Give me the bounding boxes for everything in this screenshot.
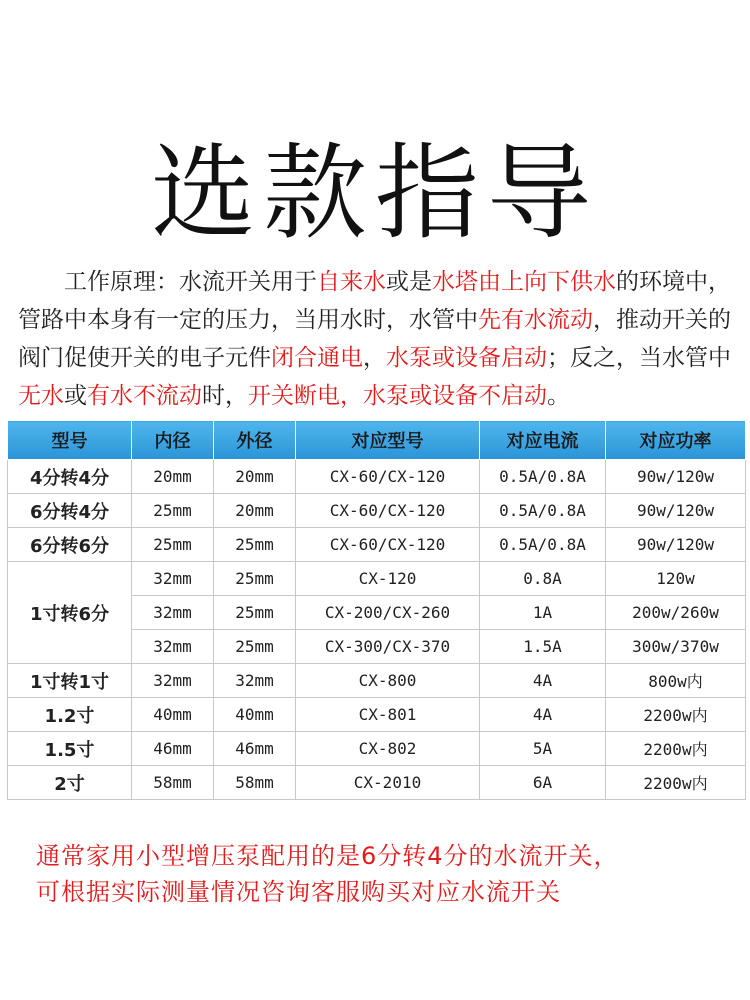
table-cell: 32mm bbox=[132, 664, 214, 698]
highlight-text: 无水 bbox=[18, 383, 64, 409]
table-cell: 2200w内 bbox=[606, 698, 746, 732]
table-row bbox=[8, 562, 746, 596]
column-header: 对应电流 bbox=[480, 421, 606, 460]
table-cell: 20mm bbox=[214, 460, 296, 494]
table-cell: 32mm bbox=[214, 664, 296, 698]
table-cell: 25mm bbox=[132, 528, 214, 562]
table-row bbox=[8, 460, 746, 494]
table-cell: 120w bbox=[606, 562, 746, 596]
table-cell: 0.5A/0.8A bbox=[480, 460, 606, 494]
table-row bbox=[8, 698, 746, 732]
page-title: 选款指导 bbox=[150, 131, 599, 254]
table-cell: 25mm bbox=[214, 562, 296, 596]
table-cell: 2200w内 bbox=[606, 732, 746, 766]
column-header: 对应功率 bbox=[606, 421, 746, 460]
usage-note-line-1: 通常家用小型增压泵配用的是6分转4分的水流开关， bbox=[36, 842, 619, 870]
table-cell: 90w/120w bbox=[606, 528, 746, 562]
table-body bbox=[8, 460, 746, 800]
working-principle-paragraph bbox=[18, 263, 736, 415]
table-cell: CX-801 bbox=[296, 698, 480, 732]
body-text: 。 bbox=[547, 383, 570, 409]
table-cell: 0.8A bbox=[480, 562, 606, 596]
body-text: 工作原理：水流开关用于 bbox=[64, 269, 317, 295]
table-row bbox=[8, 494, 746, 528]
body-text: 的环境中，管路中本身有一定的压力，当用水时，水管中 bbox=[18, 269, 731, 333]
highlight-text: 开关断电，水泵或设备不启动 bbox=[248, 383, 547, 409]
table-cell: 5A bbox=[480, 732, 606, 766]
table-cell: 4A bbox=[480, 664, 606, 698]
table-header-row bbox=[8, 421, 746, 460]
selection-table bbox=[7, 420, 746, 800]
table-cell: 46mm bbox=[214, 732, 296, 766]
highlight-text: 有水不流动 bbox=[87, 383, 202, 409]
model-cell: 2寸 bbox=[8, 766, 132, 800]
table-cell: 25mm bbox=[132, 494, 214, 528]
table-cell: 58mm bbox=[132, 766, 214, 800]
table-cell: CX-2010 bbox=[296, 766, 480, 800]
table-cell: 90w/120w bbox=[606, 460, 746, 494]
highlight-text: 自来水 bbox=[317, 269, 386, 295]
table-cell: 40mm bbox=[214, 698, 296, 732]
table-cell: 32mm bbox=[132, 562, 214, 596]
model-cell: 4分转4分 bbox=[8, 460, 132, 494]
table-row bbox=[8, 732, 746, 766]
body-text: 或是 bbox=[386, 269, 432, 295]
highlight-text: 闭合通电 bbox=[271, 345, 363, 371]
table-cell: CX-800 bbox=[296, 664, 480, 698]
column-header: 对应型号 bbox=[296, 421, 480, 460]
model-cell: 1.2寸 bbox=[8, 698, 132, 732]
table-cell: CX-60/CX-120 bbox=[296, 460, 480, 494]
column-header: 型号 bbox=[8, 421, 132, 460]
table-cell: CX-120 bbox=[296, 562, 480, 596]
table-cell: 0.5A/0.8A bbox=[480, 494, 606, 528]
table-cell: 200w/260w bbox=[606, 596, 746, 630]
body-text: ；反之，当水管中 bbox=[547, 345, 731, 371]
column-header: 内径 bbox=[132, 421, 214, 460]
model-cell: 6分转6分 bbox=[8, 528, 132, 562]
body-text: 或 bbox=[64, 383, 87, 409]
table-cell: 25mm bbox=[214, 630, 296, 664]
table-cell: CX-60/CX-120 bbox=[296, 494, 480, 528]
table-cell: 25mm bbox=[214, 596, 296, 630]
table-cell: 90w/120w bbox=[606, 494, 746, 528]
table-cell: 0.5A/0.8A bbox=[480, 528, 606, 562]
body-text: 时， bbox=[202, 383, 248, 409]
table-cell: 40mm bbox=[132, 698, 214, 732]
model-cell: 1.5寸 bbox=[8, 732, 132, 766]
table-cell: 32mm bbox=[132, 596, 214, 630]
model-cell: 1寸转6分 bbox=[8, 562, 132, 664]
table-cell: 46mm bbox=[132, 732, 214, 766]
usage-note-line-2: 可根据实际测量情况咨询客服购买对应水流开关 bbox=[36, 878, 561, 906]
table-cell: 300w/370w bbox=[606, 630, 746, 664]
table-cell: 32mm bbox=[132, 630, 214, 664]
table-cell: CX-802 bbox=[296, 732, 480, 766]
table-cell: 25mm bbox=[214, 528, 296, 562]
table-cell: 20mm bbox=[132, 460, 214, 494]
table-cell: CX-60/CX-120 bbox=[296, 528, 480, 562]
table-cell: CX-300/CX-370 bbox=[296, 630, 480, 664]
highlight-text: 水泵或设备启动 bbox=[386, 345, 547, 371]
table-cell: 800w内 bbox=[606, 664, 746, 698]
body-text: ，推动开关的阀门促使开关的电子元件 bbox=[18, 307, 731, 371]
table-cell: CX-200/CX-260 bbox=[296, 596, 480, 630]
table-cell: 2200w内 bbox=[606, 766, 746, 800]
table-cell: 20mm bbox=[214, 494, 296, 528]
table-cell: 6A bbox=[480, 766, 606, 800]
highlight-text: 先有水流动 bbox=[478, 307, 593, 333]
column-header: 外径 bbox=[214, 421, 296, 460]
model-cell: 6分转4分 bbox=[8, 494, 132, 528]
usage-note bbox=[36, 838, 736, 910]
body-text: ， bbox=[363, 345, 386, 371]
table-row bbox=[8, 664, 746, 698]
table-row bbox=[8, 766, 746, 800]
table-cell: 1.5A bbox=[480, 630, 606, 664]
table-cell: 58mm bbox=[214, 766, 296, 800]
table-row bbox=[8, 528, 746, 562]
table-cell: 1A bbox=[480, 596, 606, 630]
highlight-text: 水塔由上向下供水 bbox=[432, 269, 616, 295]
table-cell: 4A bbox=[480, 698, 606, 732]
model-cell: 1寸转1寸 bbox=[8, 664, 132, 698]
